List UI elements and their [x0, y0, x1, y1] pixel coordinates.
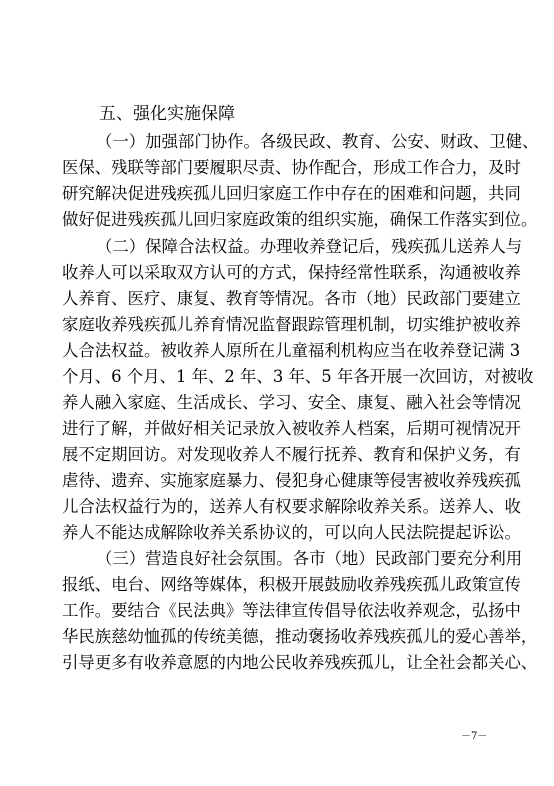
paragraph-line: 研究解决促进残疾孤儿回归家庭工作中存在的困难和问题，共同	[62, 184, 521, 203]
paragraph-line: 儿合法权益行为的，送养人有权要求解除收养关系。送养人、收	[62, 497, 521, 516]
paragraph-line: 人养育、医疗、康复、教育等情况。各市（地）民政部门要建立	[62, 289, 521, 308]
paragraph-line: 虐待、遗弃、实施家庭暴力、侵犯身心健康等侵害被收养残疾孤	[62, 471, 521, 490]
paragraph-line: 人合法权益。被收养人原所在儿童福利机构应当在收养登记满 3	[62, 341, 521, 360]
paragraph-line: 养人融入家庭、生活成长、学习、安全、康复、融入社会等情况	[62, 393, 521, 412]
paragraph-line: 工作。要结合《民法典》等法律宣传倡导依法收养观念，弘扬中	[62, 601, 521, 620]
paragraph-line: （二）保障合法权益。办理收养登记后，残疾孤儿送养人与	[96, 237, 523, 256]
paragraph-line: 收养人可以采取双方认可的方式，保持经常性联系，沟通被收养	[62, 263, 521, 282]
paragraph-line: 进行了解，并做好相关记录放入被收养人档案，后期可视情况开	[62, 419, 521, 438]
paragraph-line: 华民族慈幼恤孤的传统美德，推动褒扬收养残疾孤儿的爱心善举，	[62, 627, 538, 646]
paragraph-line: 养人不能达成解除收养关系协议的，可以向人民法院提起诉讼。	[62, 523, 521, 542]
paragraph-line: 引导更多有收养意愿的内地公民收养残疾孤儿，让全社会都关心、	[62, 653, 538, 672]
section-heading: 五、强化实施保障	[99, 104, 235, 124]
paragraph-line: 报纸、电台、网络等媒体，积极开展鼓励收养残疾孤儿政策宣传	[62, 575, 521, 594]
paragraph-line: （一）加强部门协作。各级民政、教育、公安、财政、卫健、	[96, 132, 539, 151]
page-number: －7－	[461, 731, 488, 742]
paragraph-line: 个月、6 个月、1 年、2 年、3 年、5 年各开展一次回访，对被收	[62, 367, 534, 386]
paragraph-line: 展不定期回访。对发现收养人不履行抚养、教育和保护义务，有	[62, 445, 521, 464]
paragraph-line: 家庭收养残疾孤儿养育情况监督跟踪管理机制，切实维护被收养	[62, 315, 521, 334]
paragraph-line: 医保、残联等部门要履职尽责、协作配合，形成工作合力，及时	[62, 158, 521, 177]
paragraph-line: 做好促进残疾孤儿回归家庭政策的组织实施，确保工作落实到位。	[62, 210, 538, 229]
paragraph-line: （三）营造良好社会氛围。各市（地）民政部门要充分利用	[96, 549, 523, 568]
